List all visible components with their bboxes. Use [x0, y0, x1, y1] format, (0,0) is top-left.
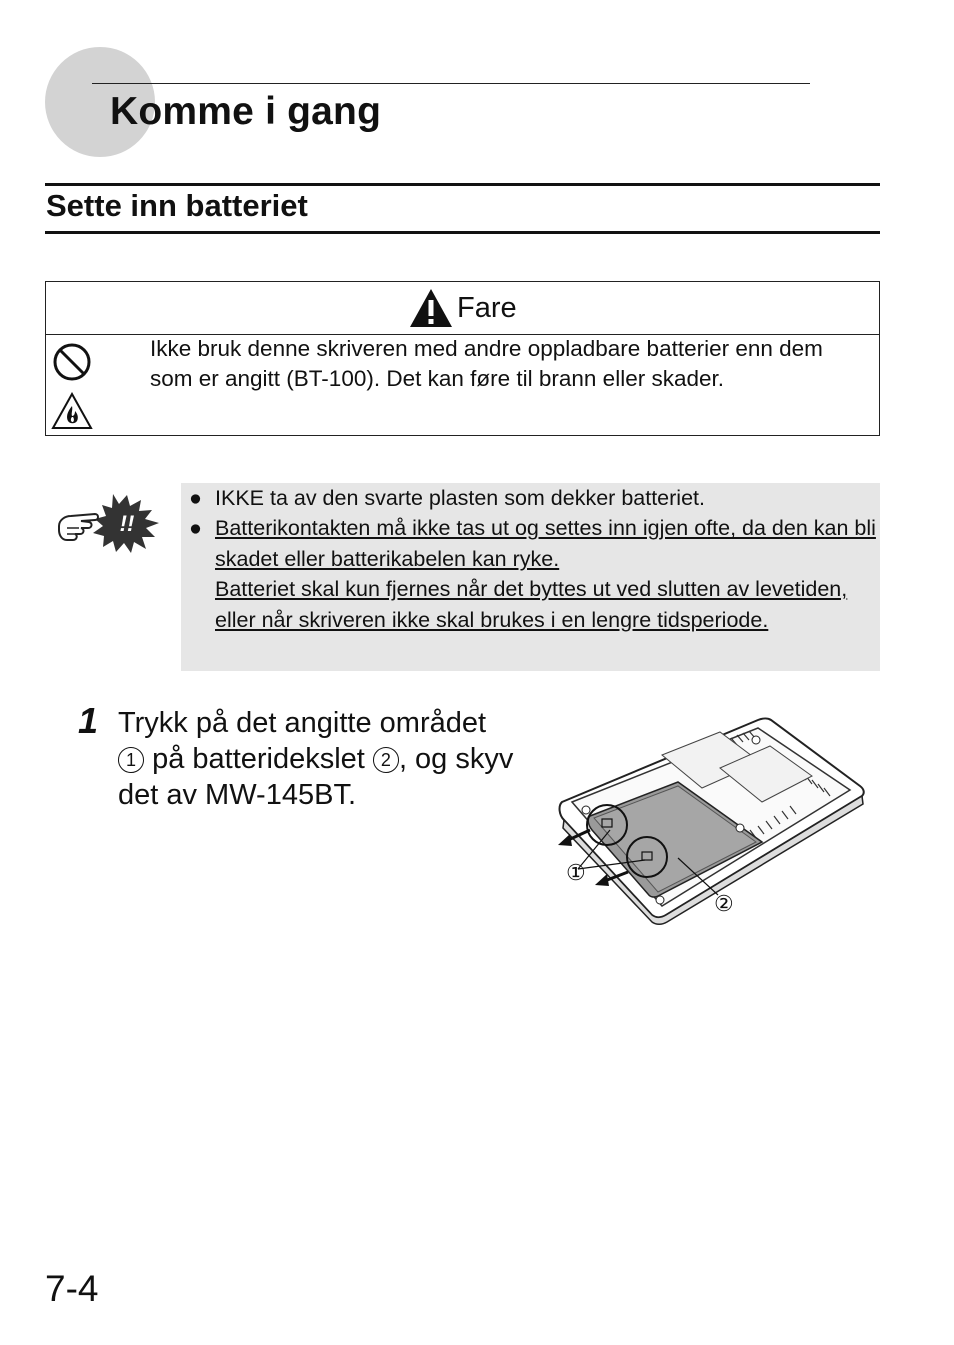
- warning-triangle-icon: [409, 288, 453, 328]
- bullet: ●: [189, 486, 202, 510]
- caution-hand-icon: [55, 492, 163, 554]
- step-text-part3: , og skyv det av MW-145BT.: [118, 743, 514, 811]
- step-text-part2: på batteridekslet: [152, 743, 365, 775]
- caution-item: [181, 513, 880, 635]
- step-text: [118, 705, 538, 813]
- caution-list: [181, 483, 880, 635]
- section-rule-bottom: [45, 231, 880, 234]
- section-rule-top: [45, 183, 880, 186]
- caution-item-text: IKKE ta av den svarte plasten som dekker batteriet.: [215, 486, 705, 510]
- marker-2: 2: [373, 747, 399, 773]
- danger-header: [46, 282, 879, 335]
- prohibition-icon: [52, 342, 92, 382]
- section-title: Sette inn batteriet: [46, 188, 308, 223]
- chapter-rule: [92, 83, 810, 84]
- marker-1: 1: [118, 747, 144, 773]
- caution-item-text: Batterikontakten må ikke tas ut og settes inn igjen ofte, da den kan bli skadet eller batterikabelen kan ryke.: [215, 516, 876, 571]
- svg-text:!!: !!: [119, 511, 135, 536]
- caution-item: [181, 483, 880, 513]
- bullet: ●: [189, 516, 202, 541]
- danger-title-wrap: [409, 288, 517, 328]
- caution-extra-text: Batteriet skal kun fjernes når det byttes ut ved slutten av levetiden, eller når skriveren ikke skal brukes i en lengre tidsperiode.: [215, 577, 848, 632]
- step-number: 1: [78, 700, 99, 741]
- page-number: 7-4: [45, 1268, 99, 1309]
- danger-box: [45, 281, 880, 436]
- step-text-part1: Trykk på det angitte området: [118, 707, 487, 739]
- danger-title: Fare: [457, 291, 517, 324]
- callout-label-1: ①: [566, 860, 586, 885]
- fire-hazard-icon: [51, 392, 93, 430]
- callout-label-2: ②: [714, 891, 734, 916]
- printer-battery-illustration: [550, 710, 880, 925]
- chapter-title: Komme i gang: [110, 90, 382, 133]
- danger-text: Ikke bruk denne skriveren med andre oppladbare batterier enn dem som er angitt (BT-100). Det kan føre til brann eller skader.: [150, 336, 823, 391]
